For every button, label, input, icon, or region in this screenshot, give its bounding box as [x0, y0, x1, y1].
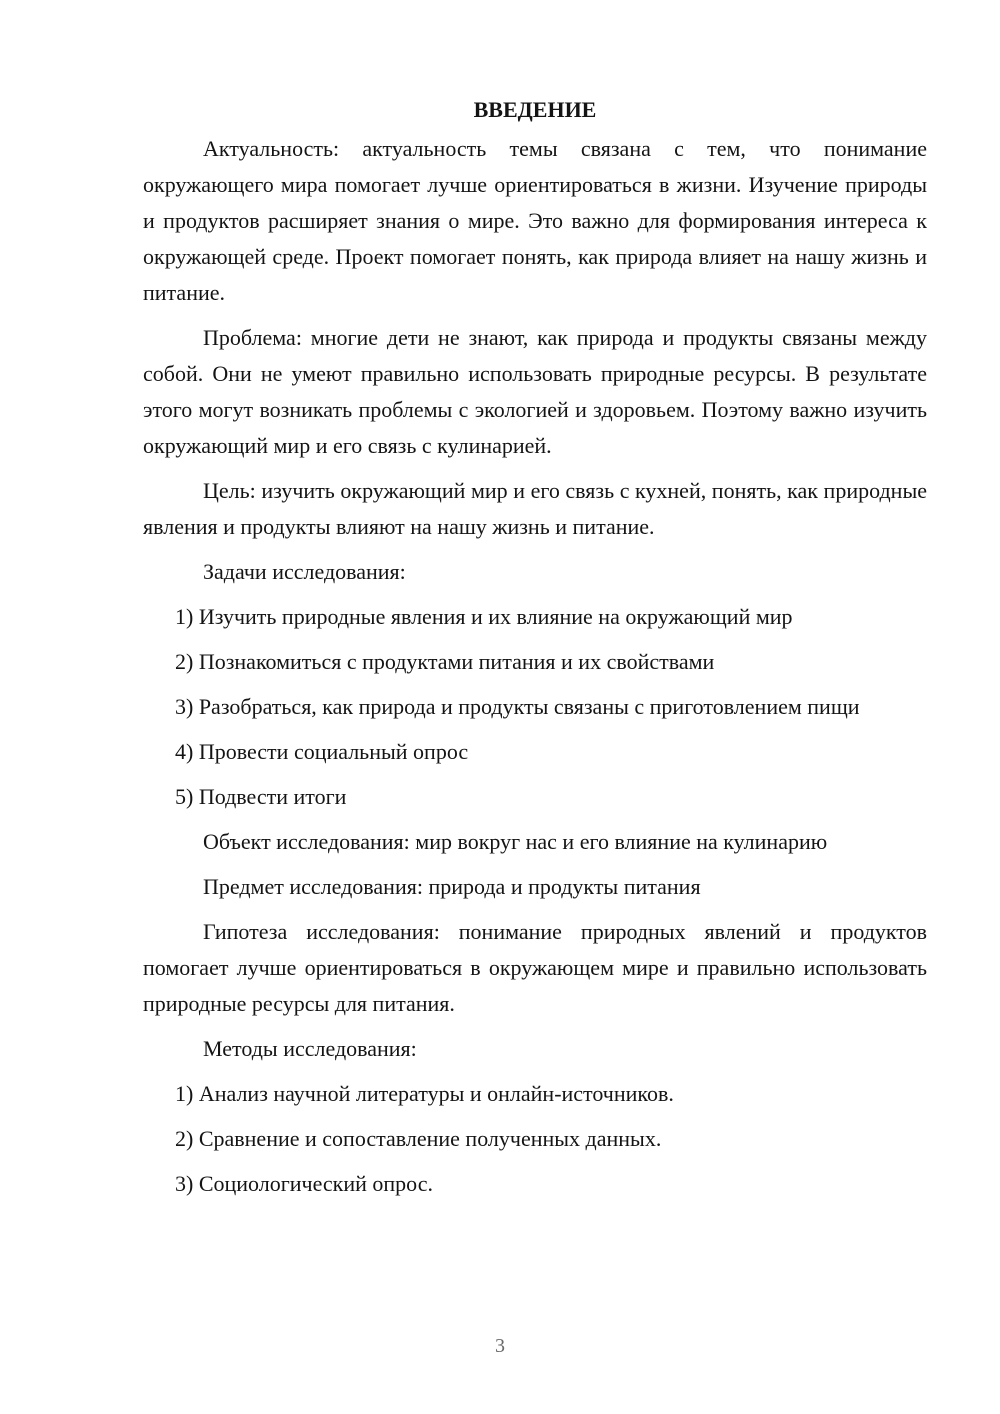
relevance-paragraph: Актуальность: актуальность темы связана с тем, что понимание окружающего мира помогает лучше ориентироваться в жизни. Изучение природы и продуктов расширяет знания о мире. Это важно для формирования интереса к окружающей среде. Проект помогает понять, как природа влияет на нашу жизнь и питание.: [143, 136, 927, 305]
tasks-heading: Задачи исследования:: [203, 559, 406, 584]
research-object: Объект исследования: мир вокруг нас и его влияние на кулинарию: [203, 829, 828, 854]
task-item: 4) Провести социальный опрос: [175, 739, 469, 764]
method-item: 3) Социологический опрос.: [175, 1171, 433, 1196]
page-number: 3: [495, 1335, 505, 1357]
problem-paragraph: Проблема: многие дети не знают, как природа и продукты связаны между собой. Они не умеют правильно использовать природные ресурсы. В результате этого могут возникать проблемы с экологией и здоровьем. Поэтому важно изучить окружающий мир и его связь с кулинарией.: [143, 325, 927, 458]
hypothesis-paragraph: Гипотеза исследования: понимание природных явлений и продуктов помогает лучше ориентироваться в окружающем мире и правильно использовать природные ресурсы для питания.: [143, 919, 927, 1016]
method-item: 2) Сравнение и сопоставление полученных данных.: [175, 1126, 662, 1151]
task-item: 5) Подвести итоги: [175, 784, 347, 809]
task-item: 1) Изучить природные явления и их влияние на окружающий мир: [175, 604, 793, 629]
research-subject: Предмет исследования: природа и продукты питания: [203, 874, 701, 899]
task-item: 3) Разобраться, как природа и продукты связаны с приготовлением пищи: [175, 694, 860, 719]
task-item: 2) Познакомиться с продуктами питания и их свойствами: [175, 649, 715, 674]
methods-heading: Методы исследования:: [203, 1036, 417, 1061]
section-title: ВВЕДЕНИЕ: [473, 97, 597, 122]
method-item: 1) Анализ научной литературы и онлайн-источников.: [175, 1081, 674, 1106]
goal-paragraph: Цель: изучить окружающий мир и его связь с кухней, понять, как природные явления и продукты влияют на нашу жизнь и питание.: [143, 478, 927, 539]
page-content: [143, 92, 927, 1211]
